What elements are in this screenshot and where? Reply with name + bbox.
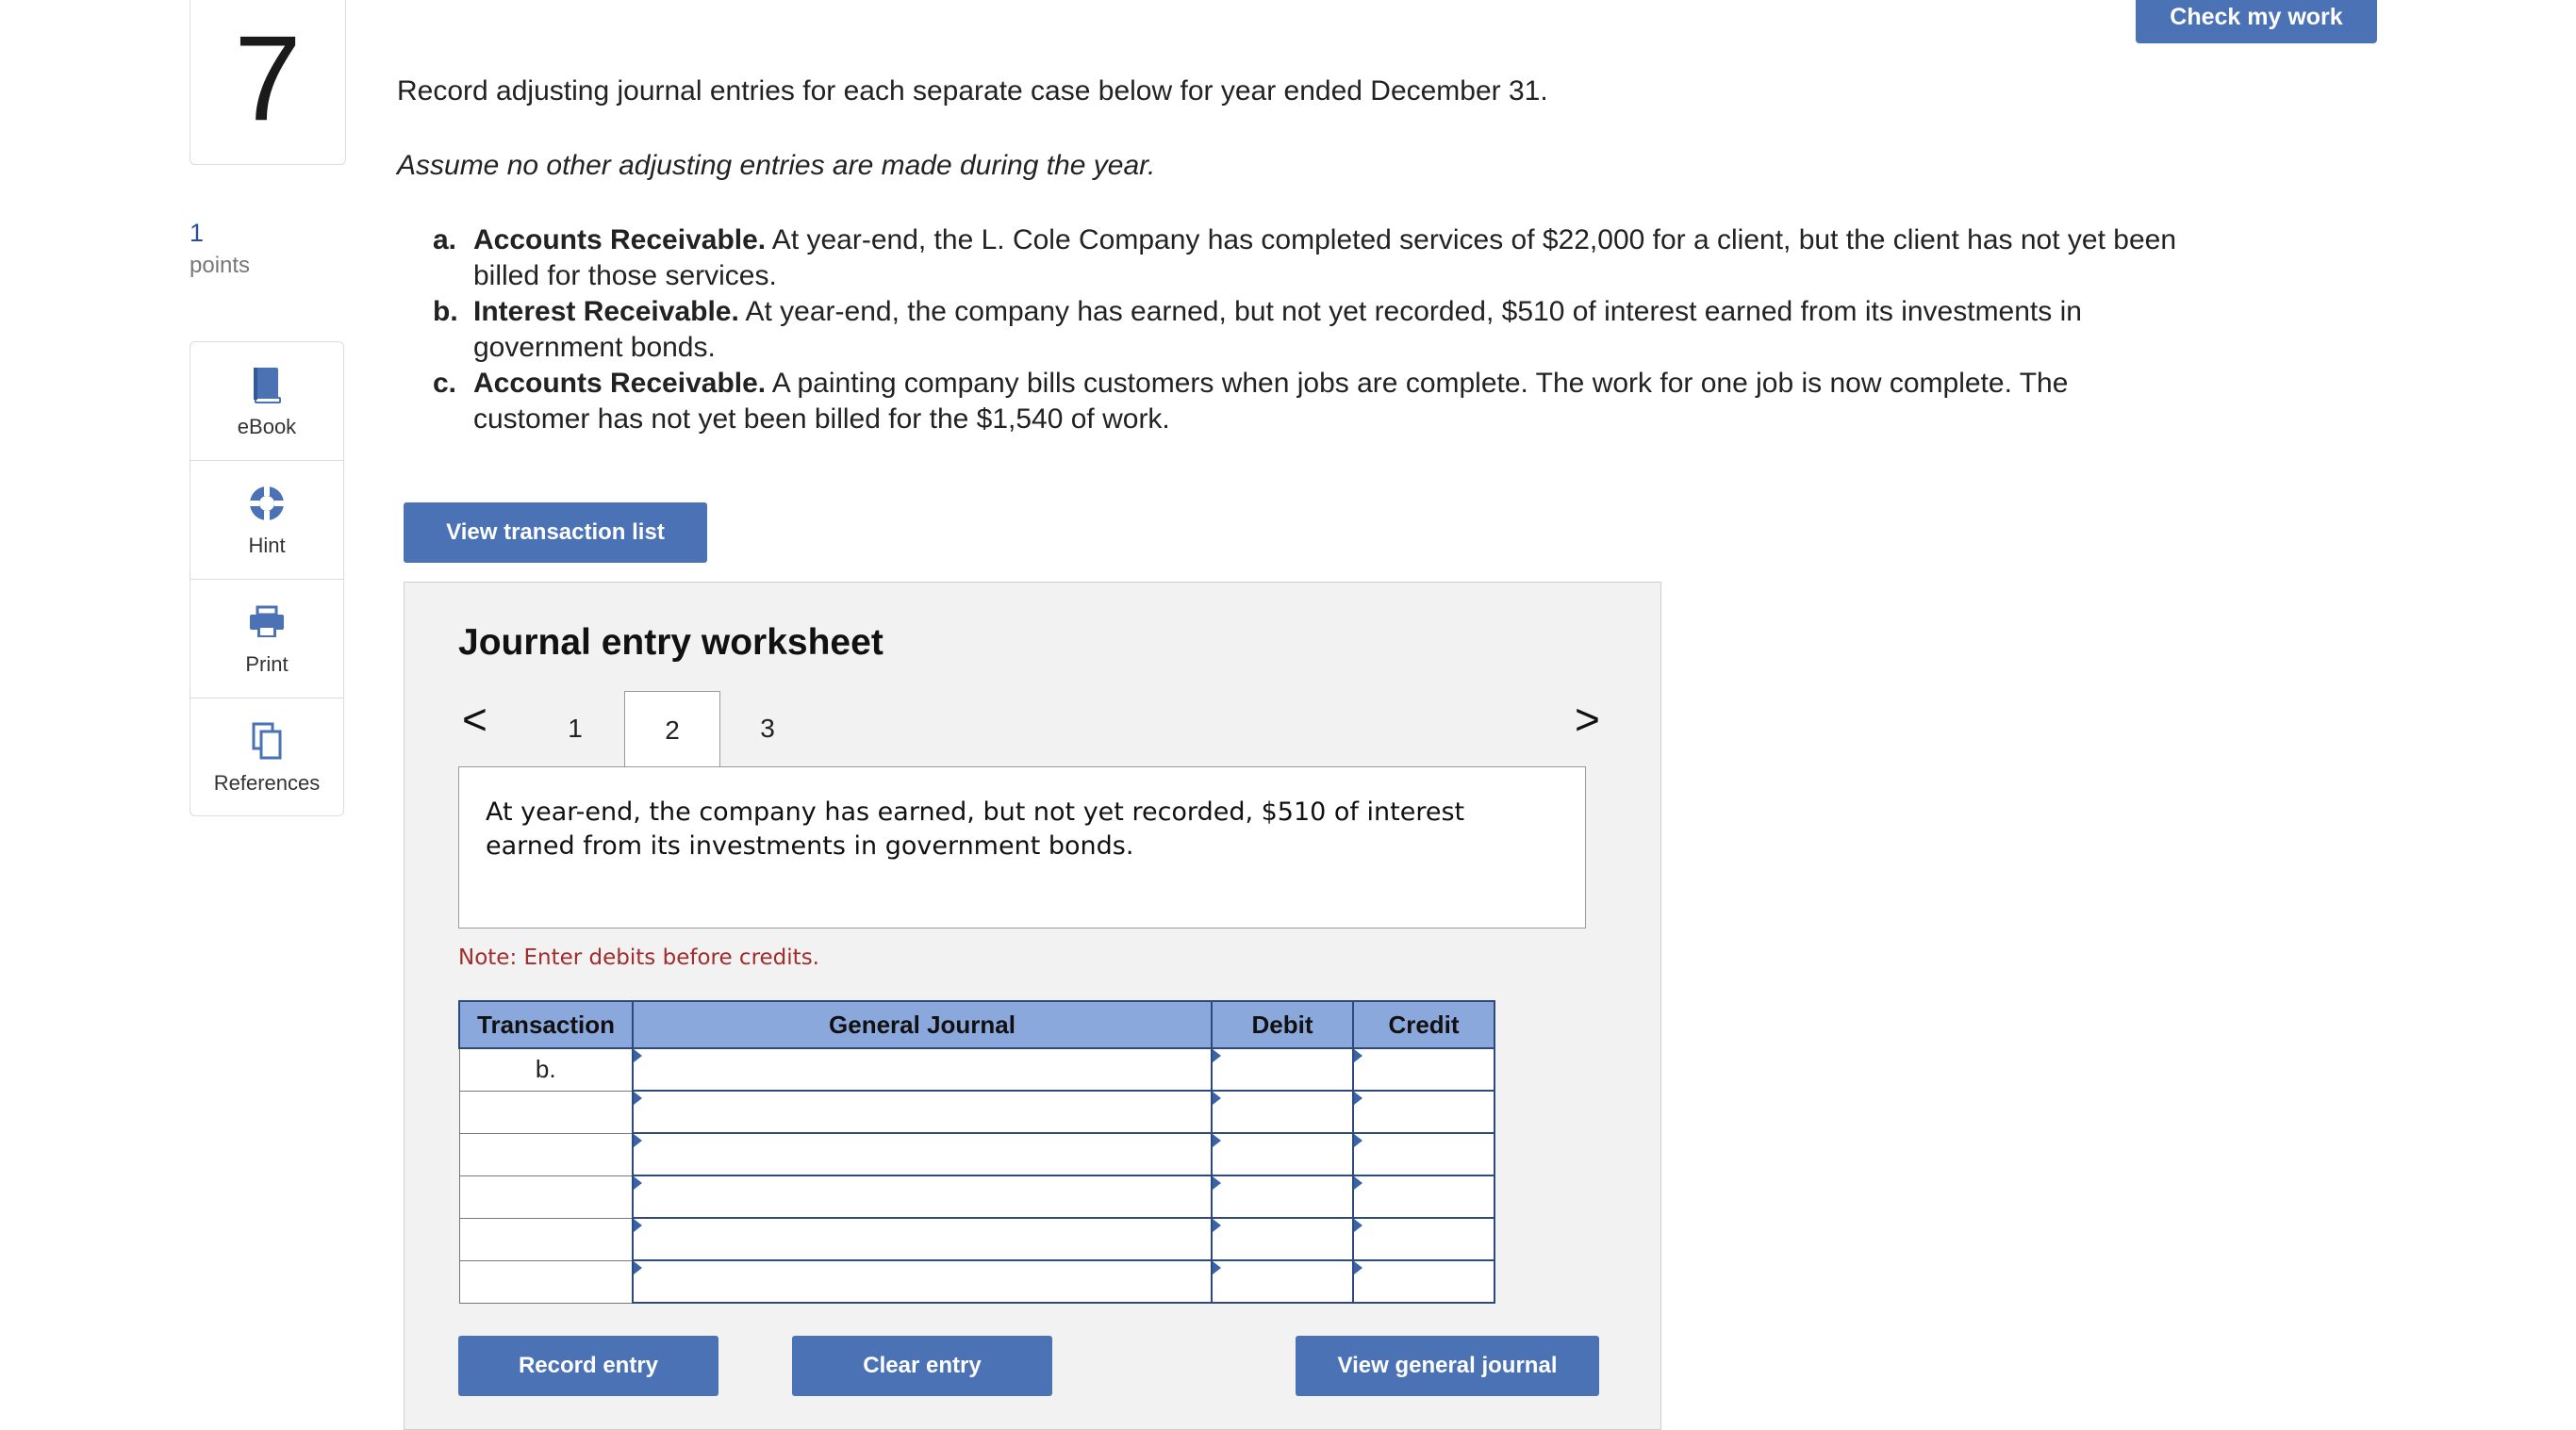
input-marker-icon	[1213, 1134, 1221, 1147]
entry-note: Note: Enter debits before credits.	[458, 945, 819, 970]
column-header-credit: Credit	[1353, 1001, 1494, 1048]
references-button[interactable]	[190, 699, 343, 817]
journal-table	[458, 1000, 1495, 1304]
view-general-journal-button[interactable]: View general journal	[1296, 1336, 1599, 1396]
ebook-label: eBook	[237, 414, 297, 438]
next-arrow-icon[interactable]: >	[1575, 695, 1600, 744]
input-marker-icon	[1213, 1176, 1221, 1190]
print-button[interactable]	[190, 580, 343, 699]
debit-input[interactable]	[1212, 1048, 1353, 1091]
debit-input[interactable]	[1212, 1175, 1353, 1218]
column-header-debit: Debit	[1212, 1001, 1353, 1048]
points-label: points	[190, 253, 251, 278]
dropdown-marker-icon	[634, 1049, 642, 1062]
question-prompt: Record adjusting journal entries for each separate case below for year ended December 31.	[397, 75, 1548, 107]
credit-input[interactable]	[1353, 1175, 1494, 1218]
transaction-cell	[459, 1218, 633, 1260]
clear-entry-button[interactable]: Clear entry	[792, 1336, 1052, 1396]
case-c	[433, 366, 2187, 437]
view-transaction-list-button[interactable]: View transaction list	[404, 502, 707, 563]
table-row	[459, 1175, 1494, 1218]
account-select[interactable]	[633, 1048, 1212, 1091]
tools-panel	[190, 341, 344, 816]
transaction-cell: b.	[459, 1048, 633, 1091]
print-label: Print	[245, 651, 289, 676]
hint-icon	[246, 483, 288, 524]
case-text: A painting company bills customers when jobs are complete. The work for one job is now complete. The customer has not yet been billed for the $1,540 of work.	[473, 368, 2069, 435]
worksheet-title: Journal entry worksheet	[458, 622, 883, 663]
transaction-cell	[459, 1133, 633, 1175]
credit-input[interactable]	[1353, 1048, 1494, 1091]
table-row	[459, 1218, 1494, 1260]
points-value: 1	[190, 219, 205, 247]
input-marker-icon	[1354, 1261, 1362, 1274]
account-select[interactable]	[633, 1133, 1212, 1175]
transaction-cell	[459, 1260, 633, 1303]
table-row	[459, 1133, 1494, 1175]
credit-input[interactable]	[1353, 1133, 1494, 1175]
input-marker-icon	[1213, 1049, 1221, 1062]
ebook-button[interactable]	[190, 342, 343, 461]
dropdown-marker-icon	[634, 1134, 642, 1147]
case-a	[433, 222, 2187, 294]
case-title: Accounts Receivable.	[473, 224, 767, 255]
table-row	[459, 1091, 1494, 1133]
input-marker-icon	[1354, 1219, 1362, 1232]
account-select[interactable]	[633, 1175, 1212, 1218]
debit-input[interactable]	[1212, 1091, 1353, 1133]
credit-input[interactable]	[1353, 1260, 1494, 1303]
debit-input[interactable]	[1212, 1260, 1353, 1303]
case-letter: c.	[433, 368, 457, 399]
credit-input[interactable]	[1353, 1091, 1494, 1133]
hint-button[interactable]	[190, 461, 343, 580]
tab-3[interactable]: 3	[760, 714, 775, 743]
dropdown-marker-icon	[634, 1092, 642, 1105]
transaction-description: At year-end, the company has earned, but not yet recorded, $510 of interest earned from its investments in government bonds.	[458, 766, 1586, 929]
assumption-note: Assume no other adjusting entries are made during the year.	[397, 150, 1156, 181]
case-letter: b.	[433, 296, 458, 327]
table-row	[459, 1260, 1494, 1303]
credit-input[interactable]	[1353, 1218, 1494, 1260]
input-marker-icon	[1354, 1176, 1362, 1190]
input-marker-icon	[1354, 1134, 1362, 1147]
case-text: At year-end, the L. Cole Company has completed services of $22,000 for a client, but the client has not yet been billed for those services.	[473, 224, 2177, 291]
debit-input[interactable]	[1212, 1133, 1353, 1175]
case-letter: a.	[433, 224, 457, 255]
question-number: 7	[190, 0, 346, 165]
tab-2[interactable]: 2	[624, 691, 720, 768]
check-my-work-button[interactable]: Check my work	[2136, 0, 2377, 43]
case-text: At year-end, the company has earned, but not yet recorded, $510 of interest earned from its investments in government bonds.	[473, 296, 2082, 363]
case-b	[433, 294, 2187, 366]
case-title: Accounts Receivable.	[473, 368, 767, 399]
column-header-transaction: Transaction	[459, 1001, 633, 1048]
references-icon	[246, 720, 288, 762]
tab-1[interactable]: 1	[568, 714, 583, 743]
account-select[interactable]	[633, 1218, 1212, 1260]
dropdown-marker-icon	[634, 1261, 642, 1274]
dropdown-marker-icon	[634, 1219, 642, 1232]
input-marker-icon	[1354, 1049, 1362, 1062]
print-icon	[246, 601, 288, 643]
case-title: Interest Receivable.	[473, 296, 739, 327]
previous-arrow-icon[interactable]: <	[462, 695, 487, 744]
input-marker-icon	[1213, 1219, 1221, 1232]
dropdown-marker-icon	[634, 1176, 642, 1190]
debit-input[interactable]	[1212, 1218, 1353, 1260]
record-entry-button[interactable]: Record entry	[458, 1336, 718, 1396]
transaction-cell	[459, 1091, 633, 1133]
column-header-general-journal: General Journal	[633, 1001, 1212, 1048]
input-marker-icon	[1213, 1092, 1221, 1105]
ebook-icon	[246, 364, 288, 405]
table-header-row	[459, 1001, 1494, 1048]
account-select[interactable]	[633, 1260, 1212, 1303]
account-select[interactable]	[633, 1091, 1212, 1133]
transaction-cell	[459, 1175, 633, 1218]
references-label: References	[213, 771, 321, 795]
table-row	[459, 1048, 1494, 1091]
input-marker-icon	[1213, 1261, 1221, 1274]
hint-label: Hint	[248, 533, 286, 557]
input-marker-icon	[1354, 1092, 1362, 1105]
